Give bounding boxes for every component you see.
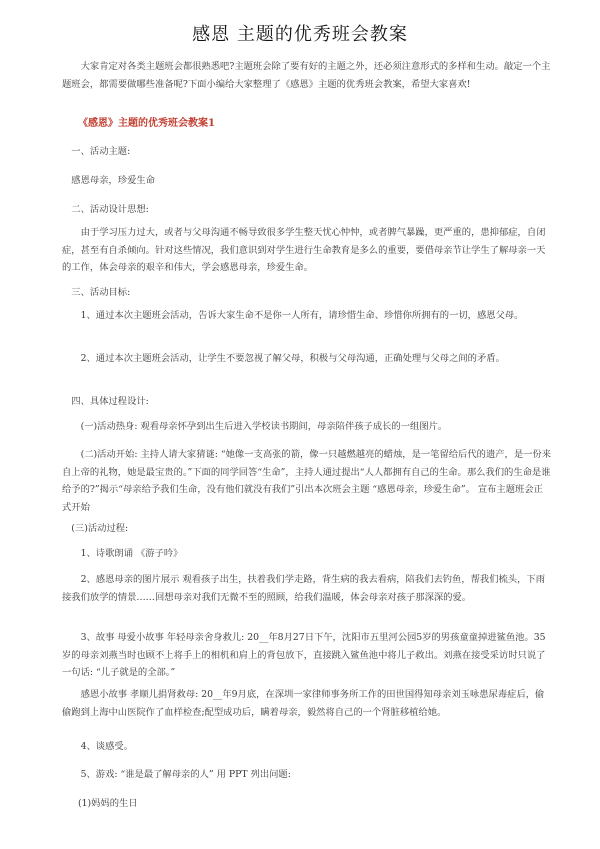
section-3-heading: 三、活动目标: xyxy=(71,287,131,298)
section-2-heading: 二、活动设计思想: xyxy=(71,204,149,215)
section-2-body: 由于学习压力过大，或者与父母沟通不畅导致很多学生整天忧心忡忡，或者脾气暴躁，更严重的，患抑郁症，自闭症，甚至有自杀倾向。针对这些情况，我们意识到对学生进行生命教育是多么的重要，要借母亲节让学生了解母亲一天的工作，体会母亲的艰辛和伟大，学会感恩母亲，珍爱生命。 xyxy=(62,227,546,273)
section-3-goal-1: 1、通过本次主题班会活动，告诉大家生命不是你一人所有，请珍惜生命、珍惜你所拥有的一切，感恩父母。 xyxy=(80,310,524,321)
process-step-1: 1、诗歌朗诵 《游子吟》 xyxy=(80,548,183,559)
section-1-heading: 一、活动主题: xyxy=(71,146,131,157)
process-step-5-question-1: (1)妈妈的生日 xyxy=(78,798,138,809)
section-4-heading: 四、具体过程设计: xyxy=(71,396,149,407)
process-step-5: 5、游戏: “谁是最了解母亲的人” 用 PPT 列出问题: xyxy=(80,769,291,780)
section-subtitle: 《感恩》主题的优秀班会教案1 xyxy=(78,118,215,129)
section-4-start: (二)活动开始: 主持人请大家猜谜: “她像一支高张的箭，像一只越燃越亮的蜡烛，是一笔留给后代的遗产，是一份来自上帝的礼物，她是最宝贵的。”下面的同学回答“生命”，主持人通过提出“人人都拥有自己的生命。那么我们的生命是谁给予的?”揭示“母亲给予我们生命，没有他们就没有我们”引出本次班会主题 “感恩母亲，珍爱生命”。 宣布主题班会正式开始 xyxy=(62,449,552,513)
section-1-body: 感恩母亲，珍爱生命 xyxy=(71,175,155,186)
process-step-2: 2、感恩母亲的图片展示 观看孩子出生，扶着我们学走路，背生病的我去看病，陪我们去钓鱼，帮我们梳头，下雨接我们放学的情景……回想母亲对我们无微不至的照顾，给我们温暖，体会母亲对孩子那深深的爱。 xyxy=(62,574,546,603)
section-4-warmup: (一)活动热身: 观看母亲怀孕到出生后进入学校读书期间，母亲陪伴孩子成长的一组图片。 xyxy=(80,421,448,432)
document-title: 感恩 主题的优秀班会教案 xyxy=(192,24,408,45)
process-step-4: 4、谈感受。 xyxy=(80,741,133,752)
process-step-3b: 感恩小故事 孝顺儿捐肾救母: 20__年9月底，在深圳一家律师事务所工作的田世国得知母亲刘玉咏患尿毒症后，偷偷跑到上海中山医院作了血样检查;配型成功后，瞒着母亲，毅然将自己的一个肾脏移植给她。 xyxy=(62,689,545,718)
section-3-goal-2: 2、通过本次主题班会活动，让学生不要忽视了解父母，积极与父母沟通，正确处理与父母之间的矛盾。 xyxy=(80,353,505,364)
intro-paragraph: 大家肯定对各类主题班会都很熟悉吧?主题班会除了要有好的主题之外，还必须注意形式的多样和生动。敲定一个主题班会，都需要做哪些准备呢?下面小编给大家整理了《感恩》主题的优秀班会教案，希望大家喜欢! xyxy=(62,61,551,90)
section-4-process-heading: (三)活动过程: xyxy=(71,523,129,534)
process-step-3: 3、故事 母爱小故事 年轻母亲舍身救儿: 20__年8月27日下午，沈阳市五里河公园5岁的男孩童童掉进鲨鱼池。35岁的母亲刘燕当时也顾不上将手上的相机和肩上的背包放下，直接跳入鲨鱼池中将儿子救出。刘燕在接受采访时只说了一句话: “儿子就是的全部。” xyxy=(62,632,546,678)
